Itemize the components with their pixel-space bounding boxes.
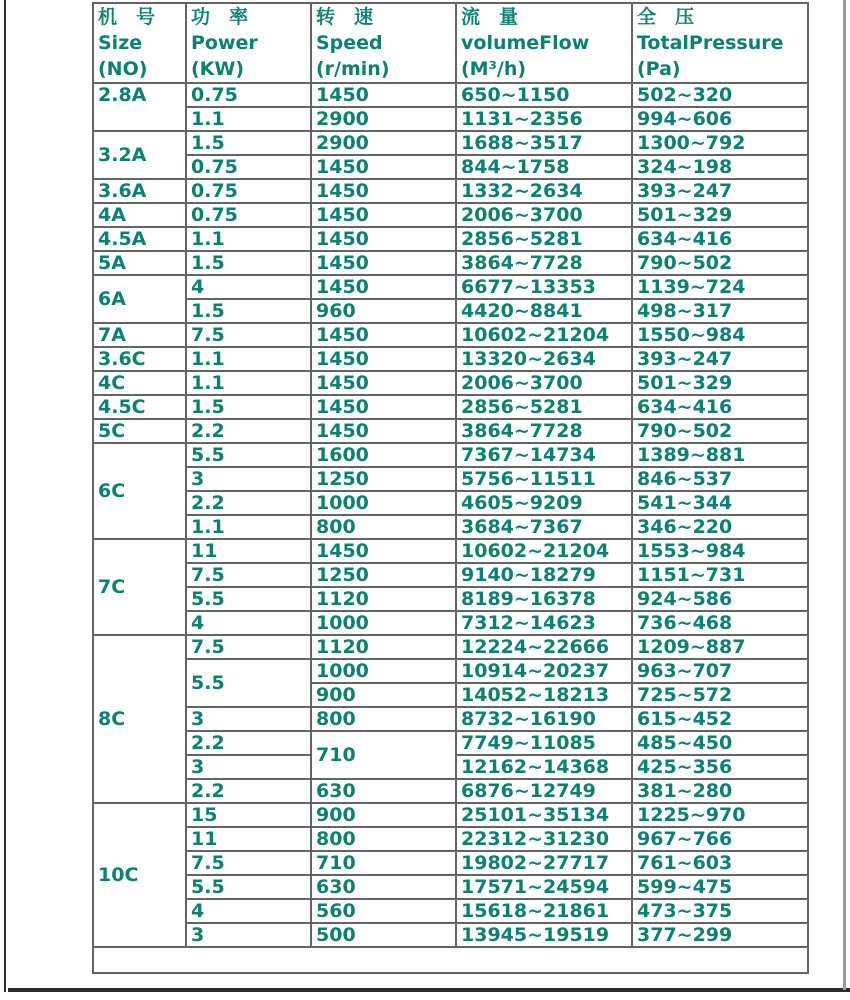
table-row [93, 899, 808, 923]
cell-size: 3.6A [93, 179, 186, 203]
cell-pressure: 498~317 [632, 299, 808, 323]
cell-speed: 1000 [311, 659, 456, 683]
cell-speed: 560 [311, 899, 456, 923]
header-speed-zh: 转 速 [316, 6, 374, 28]
cell-pressure: 725~572 [632, 683, 808, 707]
empty-footer-row [93, 947, 808, 973]
cell-power: 1.5 [186, 131, 311, 155]
cell-pressure: 502~320 [632, 83, 808, 107]
header-speed-en: Speed [316, 32, 383, 54]
cell-pressure: 615~452 [632, 707, 808, 731]
table-row [93, 131, 808, 155]
cell-power: 5.5 [186, 875, 311, 899]
header-size-en: Size [98, 32, 143, 54]
cell-flow: 1131~2356 [456, 107, 632, 131]
cell-flow: 7749~11085 [456, 731, 632, 755]
cell-power: 7.5 [186, 851, 311, 875]
cell-pressure: 846~537 [632, 467, 808, 491]
cell-flow: 10602~21204 [456, 323, 632, 347]
cell-speed: 710 [311, 731, 456, 779]
table-row [93, 803, 808, 827]
cell-size: 4C [93, 371, 186, 395]
cell-power: 3 [186, 467, 311, 491]
cell-speed: 1450 [311, 419, 456, 443]
cell-pressure: 377~299 [632, 923, 808, 947]
cell-flow: 17571~24594 [456, 875, 632, 899]
cell-flow: 12162~14368 [456, 755, 632, 779]
table-row [93, 395, 808, 419]
cell-speed: 1450 [311, 275, 456, 299]
cell-power: 5.5 [186, 587, 311, 611]
cell-flow: 3684~7367 [456, 515, 632, 539]
header-row [93, 3, 808, 83]
cell-pressure: 634~416 [632, 227, 808, 251]
cell-flow: 3864~7728 [456, 419, 632, 443]
cell-flow: 10602~21204 [456, 539, 632, 563]
table-row [93, 419, 808, 443]
table-row [93, 731, 808, 755]
cell-speed: 710 [311, 851, 456, 875]
cell-power: 7.5 [186, 563, 311, 587]
cell-speed: 1450 [311, 539, 456, 563]
cell-pressure: 381~280 [632, 779, 808, 803]
cell-power: 2.2 [186, 779, 311, 803]
cell-pressure: 501~329 [632, 203, 808, 227]
cell-pressure: 425~356 [632, 755, 808, 779]
cell-speed: 800 [311, 827, 456, 851]
cell-speed: 1450 [311, 155, 456, 179]
cell-flow: 650~1150 [456, 83, 632, 107]
cell-speed: 800 [311, 515, 456, 539]
table-row [93, 635, 808, 659]
table-row [93, 659, 808, 683]
cell-power: 1.5 [186, 299, 311, 323]
cell-power: 1.5 [186, 395, 311, 419]
header-size-zh: 机 号 [98, 6, 156, 28]
cell-size: 10C [93, 803, 186, 947]
cell-flow: 10914~20237 [456, 659, 632, 683]
cell-flow: 8189~16378 [456, 587, 632, 611]
cell-flow: 13945~19519 [456, 923, 632, 947]
table-body [93, 83, 808, 973]
table-row [93, 611, 808, 635]
cell-speed: 900 [311, 683, 456, 707]
cell-size: 8C [93, 635, 186, 803]
cell-flow: 8732~16190 [456, 707, 632, 731]
cell-pressure: 1139~724 [632, 275, 808, 299]
cell-speed: 630 [311, 875, 456, 899]
cell-pressure: 346~220 [632, 515, 808, 539]
table-row [93, 275, 808, 299]
cell-size: 3.2A [93, 131, 186, 179]
cell-pressure: 473~375 [632, 899, 808, 923]
cell-flow: 4420~8841 [456, 299, 632, 323]
header-size-unit: (NO) [98, 58, 148, 80]
cell-power: 1.1 [186, 227, 311, 251]
cell-size: 7A [93, 323, 186, 347]
cell-flow: 2856~5281 [456, 227, 632, 251]
cell-power: 1.1 [186, 515, 311, 539]
cell-speed: 1450 [311, 179, 456, 203]
header-power-zh: 功 率 [191, 6, 249, 28]
cell-pressure: 967~766 [632, 827, 808, 851]
table-row [93, 203, 808, 227]
cell-flow: 15618~21861 [456, 899, 632, 923]
table-row [93, 875, 808, 899]
header-speed-unit: (r/min) [316, 58, 390, 80]
table-row [93, 155, 808, 179]
table-row [93, 515, 808, 539]
cell-pressure: 541~344 [632, 491, 808, 515]
cell-size: 2.8A [93, 83, 186, 131]
cell-flow: 1688~3517 [456, 131, 632, 155]
cell-power: 0.75 [186, 155, 311, 179]
cell-size: 4.5A [93, 227, 186, 251]
cell-size: 4.5C [93, 395, 186, 419]
cell-pressure: 485~450 [632, 731, 808, 755]
cell-flow: 14052~18213 [456, 683, 632, 707]
cell-flow: 844~1758 [456, 155, 632, 179]
cell-flow: 25101~35134 [456, 803, 632, 827]
cell-pressure: 736~468 [632, 611, 808, 635]
cell-speed: 1000 [311, 611, 456, 635]
header-flow-zh: 流 量 [461, 6, 519, 28]
col-header-power [186, 3, 311, 83]
cell-speed: 1120 [311, 635, 456, 659]
cell-power: 1.1 [186, 347, 311, 371]
cell-pressure: 501~329 [632, 371, 808, 395]
cell-power: 1.1 [186, 107, 311, 131]
cell-pressure: 1553~984 [632, 539, 808, 563]
cell-pressure: 1209~887 [632, 635, 808, 659]
cell-power: 4 [186, 275, 311, 299]
cell-power: 2.2 [186, 731, 311, 755]
table-row [93, 827, 808, 851]
table-row [93, 563, 808, 587]
cell-speed: 1120 [311, 587, 456, 611]
header-flow-en: volumeFlow [461, 32, 590, 54]
table-row [93, 107, 808, 131]
table-row [93, 443, 808, 467]
header-power-en: Power [191, 32, 258, 54]
cell-flow: 5756~11511 [456, 467, 632, 491]
cell-speed: 2900 [311, 107, 456, 131]
cell-size: 5A [93, 251, 186, 275]
cell-pressure: 599~475 [632, 875, 808, 899]
table-row [93, 251, 808, 275]
cell-pressure: 994~606 [632, 107, 808, 131]
cell-power: 0.75 [186, 83, 311, 107]
cell-speed: 1450 [311, 347, 456, 371]
cell-pressure: 761~603 [632, 851, 808, 875]
cell-pressure: 1550~984 [632, 323, 808, 347]
cell-flow: 4605~9209 [456, 491, 632, 515]
cell-pressure: 790~502 [632, 419, 808, 443]
cell-speed: 1450 [311, 323, 456, 347]
table-row [93, 491, 808, 515]
cell-power: 15 [186, 803, 311, 827]
cell-speed: 1000 [311, 491, 456, 515]
header-power-unit: (KW) [191, 58, 245, 80]
cell-power: 3 [186, 707, 311, 731]
cell-power: 3 [186, 755, 311, 779]
cell-speed: 630 [311, 779, 456, 803]
table-row [93, 371, 808, 395]
cell-size: 5C [93, 419, 186, 443]
cell-power: 11 [186, 827, 311, 851]
col-header-size [93, 3, 186, 83]
cell-speed: 1450 [311, 203, 456, 227]
empty-footer-cell [93, 947, 808, 973]
cell-power: 0.75 [186, 203, 311, 227]
cell-pressure: 1225~970 [632, 803, 808, 827]
cell-power: 1.5 [186, 251, 311, 275]
header-pressure-unit: (Pa) [637, 58, 681, 80]
cell-size: 6A [93, 275, 186, 323]
table-row [93, 227, 808, 251]
cell-flow: 6677~13353 [456, 275, 632, 299]
cell-flow: 1332~2634 [456, 179, 632, 203]
cell-flow: 2856~5281 [456, 395, 632, 419]
header-pressure-zh: 全 压 [637, 6, 695, 28]
cell-speed: 500 [311, 923, 456, 947]
cell-speed: 1450 [311, 371, 456, 395]
table-row [93, 851, 808, 875]
page-border-left [4, 0, 6, 992]
page-border-bottom [8, 988, 850, 992]
cell-flow: 2006~3700 [456, 203, 632, 227]
cell-speed: 2900 [311, 131, 456, 155]
col-header-flow [456, 3, 632, 83]
cell-speed: 1250 [311, 563, 456, 587]
col-header-speed [311, 3, 456, 83]
header-flow-unit: (M³/h) [461, 58, 527, 80]
cell-power: 7.5 [186, 323, 311, 347]
cell-flow: 6876~12749 [456, 779, 632, 803]
cell-flow: 9140~18279 [456, 563, 632, 587]
cell-flow: 13320~2634 [456, 347, 632, 371]
cell-power: 5.5 [186, 443, 311, 467]
cell-pressure: 790~502 [632, 251, 808, 275]
table-row [93, 923, 808, 947]
cell-flow: 12224~22666 [456, 635, 632, 659]
cell-flow: 3864~7728 [456, 251, 632, 275]
cell-speed: 1450 [311, 83, 456, 107]
cell-power: 3 [186, 923, 311, 947]
table-row [93, 539, 808, 563]
cell-power: 1.1 [186, 371, 311, 395]
cell-speed: 1600 [311, 443, 456, 467]
cell-speed: 900 [311, 803, 456, 827]
cell-speed: 1450 [311, 395, 456, 419]
cell-flow: 19802~27717 [456, 851, 632, 875]
cell-pressure: 1389~881 [632, 443, 808, 467]
cell-power: 2.2 [186, 491, 311, 515]
col-header-pressure [632, 3, 808, 83]
cell-pressure: 963~707 [632, 659, 808, 683]
cell-power: 4 [186, 611, 311, 635]
cell-power: 4 [186, 899, 311, 923]
cell-flow: 7312~14623 [456, 611, 632, 635]
cell-speed: 1250 [311, 467, 456, 491]
table-row [93, 779, 808, 803]
cell-power: 2.2 [186, 419, 311, 443]
table-row [93, 299, 808, 323]
cell-size: 7C [93, 539, 186, 635]
cell-size: 3.6C [93, 347, 186, 371]
table-row [93, 707, 808, 731]
cell-flow: 22312~31230 [456, 827, 632, 851]
cell-pressure: 393~247 [632, 347, 808, 371]
cell-pressure: 634~416 [632, 395, 808, 419]
table-row [93, 179, 808, 203]
cell-pressure: 924~586 [632, 587, 808, 611]
cell-speed: 1450 [311, 251, 456, 275]
table-row [93, 347, 808, 371]
table-row [93, 83, 808, 107]
table-row [93, 323, 808, 347]
cell-pressure: 393~247 [632, 179, 808, 203]
cell-power: 11 [186, 539, 311, 563]
cell-power: 0.75 [186, 179, 311, 203]
cell-pressure: 1300~792 [632, 131, 808, 155]
page-border-right [843, 0, 846, 990]
fan-spec-table [92, 2, 809, 974]
cell-speed: 1450 [311, 227, 456, 251]
table-row [93, 467, 808, 491]
cell-flow: 7367~14734 [456, 443, 632, 467]
cell-power: 5.5 [186, 659, 311, 707]
cell-flow: 2006~3700 [456, 371, 632, 395]
cell-power: 7.5 [186, 635, 311, 659]
cell-size: 6C [93, 443, 186, 539]
header-pressure-en: TotalPressure [637, 32, 784, 54]
cell-speed: 800 [311, 707, 456, 731]
cell-pressure: 1151~731 [632, 563, 808, 587]
cell-speed: 960 [311, 299, 456, 323]
cell-pressure: 324~198 [632, 155, 808, 179]
table-header [93, 3, 808, 83]
cell-size: 4A [93, 203, 186, 227]
table-row [93, 587, 808, 611]
